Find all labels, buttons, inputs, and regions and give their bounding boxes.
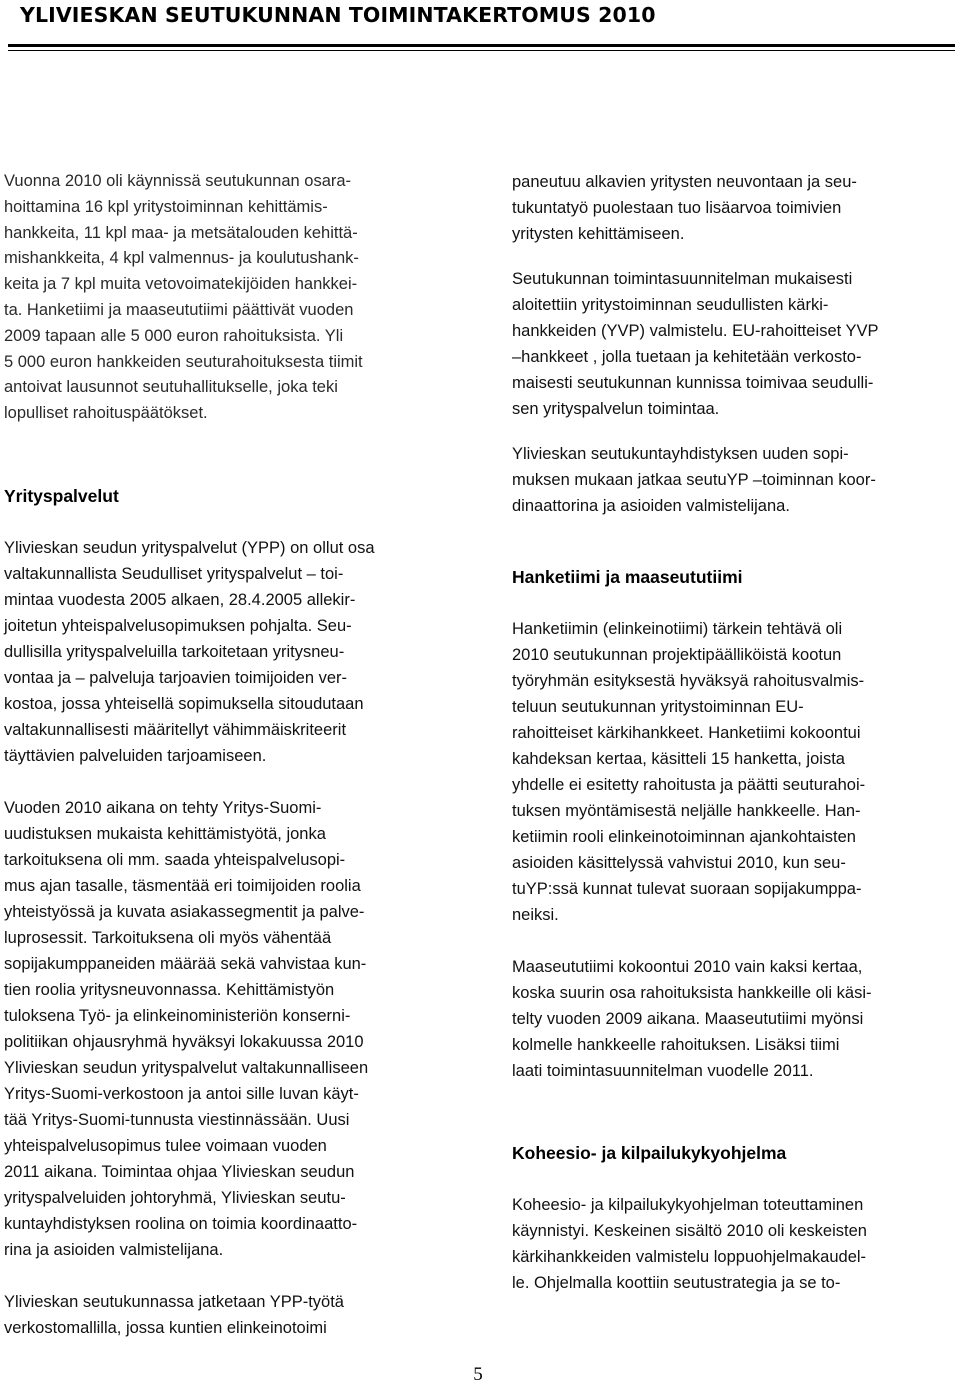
intro-paragraph: Vuonna 2010 oli käynnissä seutukunnan osara- hoittamina 16 kpl yritystoiminnan kehittämis- hankkeita, 11 kpl maa- ja metsätalouden kehittä- mishankkeita, 4 kpl valmennus- ja koulutushank- keita ja 7 kpl muita vetovoimatekijöiden hankkei- ta. Hanketiimi ja maaseututiimi päättivät vuoden 2009 tapaan alle 5 000 euron rahoituksista. Yli 5 000 euron hankkeiden seuturahoituksesta tiimit antoivat lausunnot seutuhallitukselle, joka teki lopulliset rahoituspäätökset. [4, 172, 363, 423]
left-column [4, 169, 456, 1341]
report-title: YLIVIESKAN SEUTUKUNNAN TOIMINTAKERTOMUS 2010 [20, 3, 656, 27]
paragraph-seutukuntayhdistys: Ylivieskan seutukuntayhdistyksen uuden sopi- muksen mukaan jatkaa seutuYP –toiminnan koor- dinaattorina ja asioiden valmistelijana. [512, 445, 876, 515]
paragraph-yvp: Seutukunnan toimintasuunnitelman mukaisesti aloitettiin yritystoiminnan seudullisten kärki- hankkeiden (YVP) valmistelu. EU-rahoitteiset YVP –hankkeet , jolla tuetaan ja kehitetään verkosto- maisesti seutukunnan kunnissa toimivaa seudulli- sen yrityspalvelun toimintaa. [512, 270, 879, 418]
heading-koheesio: Koheesio- ja kilpailukykyohjelma [512, 1143, 787, 1163]
header-rule-thick [8, 44, 955, 47]
paragraph-maaseututiimi: Maaseututiimi kokoontui 2010 vain kaksi kertaa, koska suurin osa rahoituksista hankkeille oli käsi- telty vuoden 2009 aikana. Maaseututiimi myönsi kolmelle hankkeelle rahoituksen. Lisäksi tiimi laati toimintasuunnitelman vuodelle 2011. [512, 958, 872, 1080]
right-column [512, 169, 957, 1296]
page-number: 5 [473, 1364, 483, 1385]
heading-yrityspalvelut: Yrityspalvelut [4, 485, 119, 506]
paragraph-ypp-work: Ylivieskan seutukunnassa jatketaan YPP-työtä verkostomallilla, jossa kuntien elinkeinotoimi [4, 1292, 344, 1337]
header-rule-thin [8, 50, 955, 51]
paragraph-continuation: paneutuu alkavien yritysten neuvontaan ja seu- tukuntatyö puolestaan tuo lisäarvoa toimivien yritysten kehittämiseen. [512, 173, 857, 243]
paragraph-hanketiimi: Hanketiimin (elinkeinotiimi) tärkein tehtävä oli 2010 seutukunnan projektipäälliköistä kootun työryhmän esityksestä hyväksyä rahoitusvalmis- teluun seutukunnan yritystoiminnan EU- rahoitteiset kärkihankkeet. Hanketiimi kokoontui kahdeksan kertaa, käsitteli 15 hanketta, joista yhdelle ei esitetty rahoitusta ja päätti seuturahoi- tuksen myöntämisestä neljälle hankkeelle. Han- ketiimin rooli elinkeinotoiminnan ajankohtaisten asioiden käsittelyssä vahvistui 2010, kun seu- tuYP:ssä kunnat tulevat suoraan sopijakumppa- neiksi. [512, 620, 866, 924]
paragraph-2010-development: Vuoden 2010 aikana on tehty Yritys-Suomi- uudistuksen mukaista kehittämistyötä, jonka tarkoituksena oli mm. saada yhteispalvelusopi- mus ajan tasalle, täsmentää eri toimijoiden roolia yhteistyössä ja kuvata asiakassegmentit ja palve- luprosessit. Tarkoituksena oli myös vähentää sopijakumppaneiden määrää sekä vahvistaa kun- tien roolia yritysneuvonnassa. Kehittämistyön tuloksena Työ- ja elinkeinoministeriön konserni- politiikan ohjausryhmä hyväksyi lokakuussa 2010 Ylivieskan seudun yrityspalvelut valtakunnalliseen Yritys-Suomi-verkostoon ja antoi sille luvan käyt- tää Yritys-Suomi-tunnusta viestinnässään. Uusi yhteispalvelusopimus tulee voimaan vuoden 2011 aikana. Toimintaa ohjaa Ylivieskan seudun yrityspalveluiden johtoryhmä, Ylivieskan seutu- kuntayhdistyksen roolina on toimia koordinaatto- rina ja asioiden valmistelijana. [4, 798, 369, 1259]
paragraph-koheesio: Koheesio- ja kilpailukykyohjelman toteuttaminen käynnistyi. Keskeinen sisältö 2010 oli keskeisten kärkihankkeiden valmistelu loppuohjelmakaudel- le. Ohjelmalla koottiin seutustrategia ja se to- [512, 1196, 867, 1292]
paragraph-ypp: Ylivieskan seudun yrityspalvelut (YPP) on ollut osa valtakunnallista Seudulliset yrityspalvelut – toi- mintaa vuodesta 2005 alkaen, 28.4.2005 allekir- joitetun yhteispalvelusopimuksen pohjalta. Seu- dullisilla yrityspalveluilla tarkoitetaan yritysneu- vontaa ja – palveluja tarjoavien toimijoiden ver- kostoa, jossa yhteisellä sopimuksella sitoudutaan valtakunnallisesti määritellyt vähimmäiskriteerit täyttävien palveluiden tarjoamiseen. [4, 538, 375, 765]
heading-hanketiimi: Hanketiimi ja maaseututiimi [512, 567, 743, 587]
